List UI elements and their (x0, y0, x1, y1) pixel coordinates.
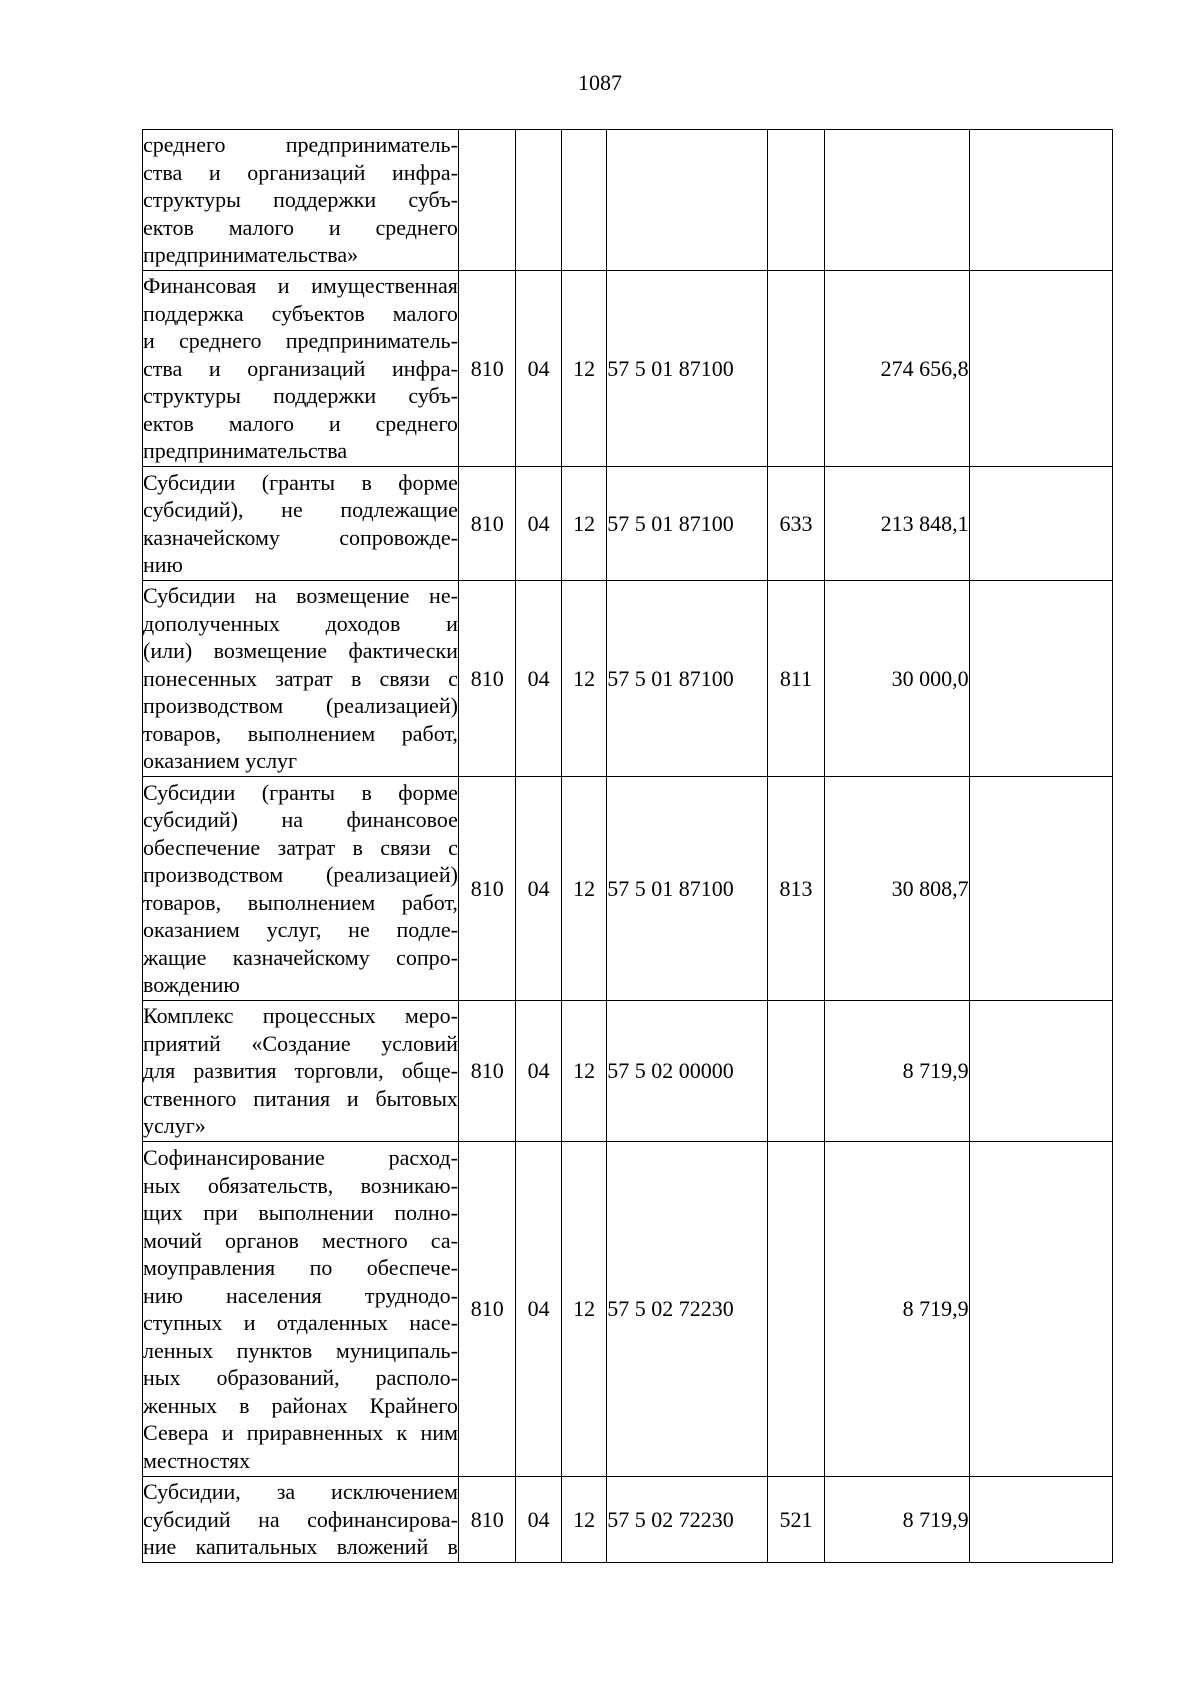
subsection-cell: 12 (561, 1142, 606, 1477)
extra-cell (969, 1142, 1112, 1477)
ved-cell: 810 (458, 777, 516, 1001)
expense-type-cell: 813 (767, 777, 825, 1001)
section-cell (516, 130, 561, 271)
section-cell: 04 (516, 581, 561, 777)
row-name-last-line: оказанием услуг (143, 748, 298, 774)
row-name-line: нию населения труднодо- (143, 1282, 458, 1308)
row-name-line: щих при выполнении полно- (143, 1200, 458, 1225)
extra-cell (969, 777, 1112, 1001)
row-name-line: ленных пунктов муниципаль- (143, 1337, 458, 1363)
row-name-line: понесенных затрат в связи с (143, 665, 458, 691)
extra-cell (969, 581, 1112, 777)
subsection-cell: 12 (561, 271, 606, 467)
table-row (143, 777, 1113, 1001)
section-cell: 04 (516, 1477, 561, 1563)
row-name-last-line: вождению (143, 972, 240, 997)
extra-cell (969, 467, 1112, 581)
section-cell: 04 (516, 467, 561, 581)
table-row (143, 130, 1113, 271)
target-article-cell: 57 5 01 87100 (607, 271, 767, 467)
row-name-line: ектов малого и среднего (143, 214, 458, 240)
row-name-cell (143, 271, 459, 467)
row-name-line: моуправления по обеспече- (143, 1255, 458, 1280)
table-row (143, 581, 1113, 777)
amount-cell: 8 719,9 (825, 1142, 969, 1477)
row-name-last-line: услуг» (143, 1113, 206, 1139)
row-name-last-line: нию (143, 552, 183, 577)
budget-table-body (143, 130, 1113, 1563)
expense-type-cell (767, 271, 825, 467)
amount-cell: 8 719,9 (825, 1001, 969, 1142)
row-name-cell (143, 777, 459, 1001)
table-row (143, 271, 1113, 467)
row-name-last-line: местностях (143, 1447, 251, 1473)
row-name-line: казначейскому сопровожде- (143, 524, 458, 550)
row-name-line: ственного питания и бытовых (143, 1085, 458, 1111)
expense-type-cell (767, 130, 825, 271)
section-cell: 04 (516, 1001, 561, 1142)
expense-type-cell (767, 1142, 825, 1477)
expense-type-cell: 811 (767, 581, 825, 777)
row-name-line: приятий «Создание условий (143, 1030, 458, 1056)
row-name-line: дополученных доходов и (143, 610, 458, 636)
row-name-line: субсидий на софинансирова- (143, 1506, 458, 1532)
subsection-cell: 12 (561, 467, 606, 581)
row-name-cell (143, 1001, 459, 1142)
target-article-cell: 57 5 02 72230 (607, 1477, 767, 1563)
row-name-line: товаров, выполнением работ, (143, 720, 458, 746)
target-article-cell (607, 130, 767, 271)
row-name-line: ных образований, располо- (143, 1365, 458, 1390)
extra-cell (969, 1477, 1112, 1563)
row-name-line: Субсидии, за исключением (143, 1479, 458, 1505)
ved-cell: 810 (458, 1001, 516, 1142)
table-row (143, 1001, 1113, 1142)
amount-cell: 8 719,9 (825, 1477, 969, 1563)
row-name-line: Севера и приравненных к ним (143, 1420, 458, 1445)
row-name-line: субсидий) на финансовое (143, 807, 458, 832)
ved-cell (458, 130, 516, 271)
row-name-line: среднего предприниматель- (143, 132, 458, 158)
extra-cell (969, 130, 1112, 271)
row-name-line: ектов малого и среднего (143, 410, 458, 436)
amount-cell: 30 808,7 (825, 777, 969, 1001)
row-name-line: (или) возмещение фактически (143, 638, 458, 664)
row-name-line: Субсидии (гранты в форме (143, 779, 458, 805)
row-name-line: ства и организаций инфра- (143, 355, 458, 381)
row-name-cell (143, 1477, 459, 1563)
target-article-cell: 57 5 01 87100 (607, 777, 767, 1001)
row-name-line: субсидий), не подлежащие (143, 497, 458, 522)
target-article-cell: 57 5 02 72230 (607, 1142, 767, 1477)
table-row (143, 1142, 1113, 1477)
expense-type-cell: 633 (767, 467, 825, 581)
row-name-line: и среднего предприниматель- (143, 328, 458, 354)
row-name-last-line: предпринимательства (143, 438, 348, 464)
row-name-line: производством (реализацией) (143, 693, 458, 719)
subsection-cell: 12 (561, 1477, 606, 1563)
row-name-line: структуры поддержки субъ- (143, 187, 458, 213)
row-name-line: товаров, выполнением работ, (143, 889, 458, 915)
row-name-line: структуры поддержки субъ- (143, 383, 458, 409)
subsection-cell (561, 130, 606, 271)
row-name-line: ние капитальных вложений в (143, 1534, 458, 1560)
row-name-line: Софинансирование расход- (143, 1145, 458, 1170)
section-cell: 04 (516, 1142, 561, 1477)
budget-table (142, 129, 1113, 1563)
row-name-line: ных обязательств, возникаю- (143, 1172, 458, 1198)
row-name-line: Субсидии на возмещение не- (143, 583, 458, 609)
amount-cell: 274 656,8 (825, 271, 969, 467)
target-article-cell: 57 5 01 87100 (607, 467, 767, 581)
row-name-line: оказанием услуг, не подле- (143, 917, 458, 942)
target-article-cell: 57 5 02 00000 (607, 1001, 767, 1142)
row-name-cell (143, 581, 459, 777)
row-name-line: ступных и отдаленных насе- (143, 1310, 458, 1335)
row-name-line: Субсидии (гранты в форме (143, 469, 458, 495)
row-name-line: обеспечение затрат в связи с (143, 834, 458, 860)
row-name-line: поддержка субъектов малого (143, 300, 458, 326)
row-name-line: жащие казначейскому сопро- (143, 944, 458, 970)
ved-cell: 810 (458, 581, 516, 777)
row-name-line: для развития торговли, обще- (143, 1058, 458, 1084)
row-name-line: Комплекс процессных меро- (143, 1003, 458, 1029)
row-name-cell (143, 130, 459, 271)
row-name-last-line: предпринимательства» (143, 242, 359, 268)
row-name-cell (143, 1142, 459, 1477)
extra-cell (969, 271, 1112, 467)
table-row (143, 1477, 1113, 1563)
row-name-line: Финансовая и имущественная (143, 273, 458, 299)
row-name-line: мочий органов местного са- (143, 1227, 458, 1253)
subsection-cell: 12 (561, 1001, 606, 1142)
row-name-line: производством (реализацией) (143, 862, 458, 887)
row-name-line: женных в районах Крайнего (143, 1392, 458, 1418)
expense-type-cell: 521 (767, 1477, 825, 1563)
target-article-cell: 57 5 01 87100 (607, 581, 767, 777)
page-number: 1087 (578, 70, 622, 95)
section-cell: 04 (516, 777, 561, 1001)
amount-cell: 213 848,1 (825, 467, 969, 581)
ved-cell: 810 (458, 1477, 516, 1563)
row-name-cell (143, 467, 459, 581)
ved-cell: 810 (458, 1142, 516, 1477)
section-cell: 04 (516, 271, 561, 467)
subsection-cell: 12 (561, 581, 606, 777)
amount-cell (825, 130, 969, 271)
expense-type-cell (767, 1001, 825, 1142)
row-name-line: ства и организаций инфра- (143, 159, 458, 185)
extra-cell (969, 1001, 1112, 1142)
table-row (143, 467, 1113, 581)
ved-cell: 810 (458, 467, 516, 581)
subsection-cell: 12 (561, 777, 606, 1001)
amount-cell: 30 000,0 (825, 581, 969, 777)
ved-cell: 810 (458, 271, 516, 467)
